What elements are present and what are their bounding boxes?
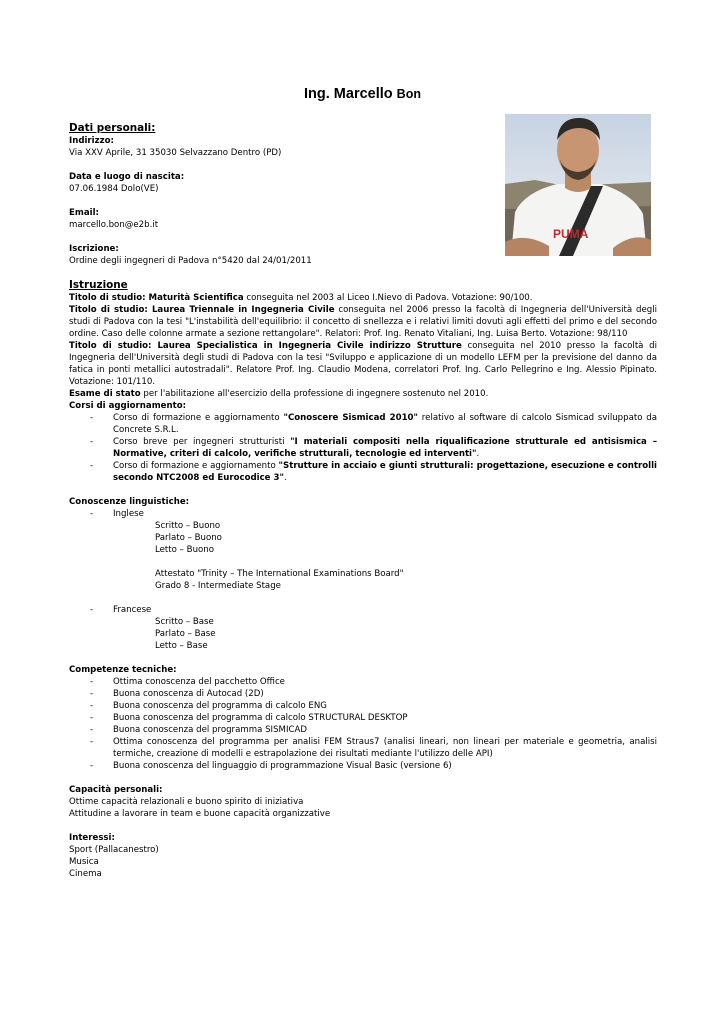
list-item	[69, 436, 657, 460]
education-entry-label: Esame di stato	[69, 389, 141, 399]
birth-label: Data e luogo di nascita:	[69, 172, 185, 182]
list-item: - Buona conoscenza di Autocad (2D)	[69, 688, 657, 700]
page-title	[0, 86, 725, 102]
list-item: - Buona conoscenza del programma di calcolo ENG	[69, 700, 657, 712]
education-entry-label: Titolo di studio: Maturità Scientifica	[69, 293, 244, 303]
cv-body	[69, 122, 657, 880]
languages-title: Conoscenze linguistiche:	[69, 497, 190, 507]
interest-item: Cinema	[69, 869, 102, 879]
education-entry	[69, 304, 657, 340]
course-text: Corso di formazione e aggiornamento	[113, 413, 284, 423]
shirt-logo-text: PUMA	[553, 227, 589, 241]
education-entry-text: conseguita nel 2006 presso la facoltà di Ingegneria dell'Università degli studi di Padova con la tesi "L'instabilità dell'equilibrio: il concetto di snellezza e i relativi limiti dovuti agli effetti del primo e del secondo ordine. Caso delle colonne armate a sezione rettangolare". Relatori: Prof. Ing. Renato Vitaliani, Ing. Luisa Berto. Votazione: 98/110	[69, 305, 657, 339]
english-grade: Grado 8 - Intermediate Stage	[155, 581, 281, 591]
list-item	[69, 412, 657, 436]
course-text: Corso breve per ingegneri strutturisti	[113, 437, 291, 447]
english-certificate: Attestato "Trinity – The International Examinations Board"	[155, 569, 404, 579]
interest-item: Sport (Pallacanestro)	[69, 845, 159, 855]
english-spoken: Parlato – Buono	[155, 533, 222, 543]
personal-skills-title: Capacità personali:	[69, 785, 163, 795]
list-item: - Buona conoscenza del programma di calcolo STRUCTURAL DESKTOP	[69, 712, 657, 724]
course-text: .	[283, 473, 287, 483]
list-item	[69, 460, 657, 484]
section-personal-title: Dati personali:	[69, 122, 156, 134]
course-text: relativo al software di calcolo Sismicad sviluppato da Concrete S.R.L.	[113, 413, 658, 435]
course-title: "I materiali compositi nella riqualificazione strutturale ed antisismica – Normative, criteri di calcolo, verifiche strutturali, tecnologie ed interventi"	[113, 437, 657, 459]
education-entry-text: conseguita nel 2003 al Liceo I.Nievo di Padova. Votazione: 90/100.	[243, 293, 533, 303]
course-text: .	[476, 449, 480, 459]
french-spoken: Parlato – Base	[155, 629, 216, 639]
education-entry-text: per l'abilitazione all'esercizio della professione di ingegnere sostenuto nel 2010.	[140, 389, 489, 399]
course-text: Corso di formazione e aggiornamento	[113, 461, 279, 471]
list-item: - Ottima conoscenza del programma per analisi FEM Straus7 (analisi lineari, non lineari per materiale e geometria, analisi termiche, creazione di modelli e estrapolazione dei risultati mediante l'utilizzo delle API)	[69, 736, 657, 760]
list-item: - Buona conoscenza del linguaggio di programmazione Visual Basic (versione 6)	[69, 760, 657, 772]
name-last: Bon	[396, 87, 421, 101]
birth-value: 07.06.1984 Dolo(VE)	[69, 184, 159, 194]
language-english: - Inglese	[69, 508, 657, 520]
course-title: "Strutture in acciaio e giunti strutturali: progettazione, esecuzione e controlli secondo NTC2008 ed Eurocodice 3"	[113, 461, 657, 483]
name-main: Ing. Marcello	[304, 86, 393, 102]
courses-label: Corsi di aggiornamento:	[69, 401, 187, 411]
education-entry	[69, 292, 657, 304]
english-read: Letto – Buono	[155, 545, 214, 555]
language-french: - Francese	[69, 604, 657, 616]
french-written: Scritto – Base	[155, 617, 214, 627]
course-title: "Conoscere Sismicad 2010"	[283, 413, 419, 423]
registration-value: Ordine degli ingegneri di Padova n°5420 dal 24/01/2011	[69, 256, 312, 266]
english-written: Scritto – Buono	[155, 521, 221, 531]
skills-title: Competenze tecniche:	[69, 665, 177, 675]
address-label: Indirizzo:	[69, 136, 114, 146]
list-item: - Ottima conoscenza del pacchetto Office	[69, 676, 657, 688]
education-entry-text: conseguita nel 2010 presso la facoltà di Ingegneria dell'Università degli studi di Padova con la tesi "Sviluppo e applicazione di un modello LEFM per la previsione del danno da fatica in ponti metallici autostradali". Relatore Prof. Ing. Claudio Modena, correlatori Prof. Ing. Carlo Pellegrino e Ing. Alessio Pipinato. Votazione: 101/110.	[69, 341, 658, 387]
french-read: Letto – Base	[155, 641, 208, 651]
email-label: Email:	[69, 208, 99, 218]
education-entry-label: Titolo di studio: Laurea Triennale in Ingegneria Civile	[69, 305, 335, 315]
registration-label: Iscrizione:	[69, 244, 119, 254]
list-item: - Buona conoscenza del programma SISMICAD	[69, 724, 657, 736]
email-value: marcello.bon@e2b.it	[69, 220, 159, 230]
address-value: Via XXV Aprile, 31 35030 Selvazzano Dentro (PD)	[69, 148, 282, 158]
personal-skill-item: Attitudine a lavorare in team e buone capacità organizzative	[69, 809, 331, 819]
courses-list	[69, 412, 657, 484]
skills-list	[69, 676, 657, 772]
section-education-title: Istruzione	[69, 279, 128, 291]
education-entry	[69, 340, 657, 388]
education-entry-label: Titolo di studio: Laurea Specialistica in Ingegneria Civile indirizzo Strutture	[69, 341, 462, 351]
education-entry	[69, 388, 657, 400]
interest-item: Musica	[69, 857, 99, 867]
interests-title: Interessi:	[69, 833, 115, 843]
personal-skill-item: Ottime capacità relazionali e buono spirito di iniziativa	[69, 797, 304, 807]
